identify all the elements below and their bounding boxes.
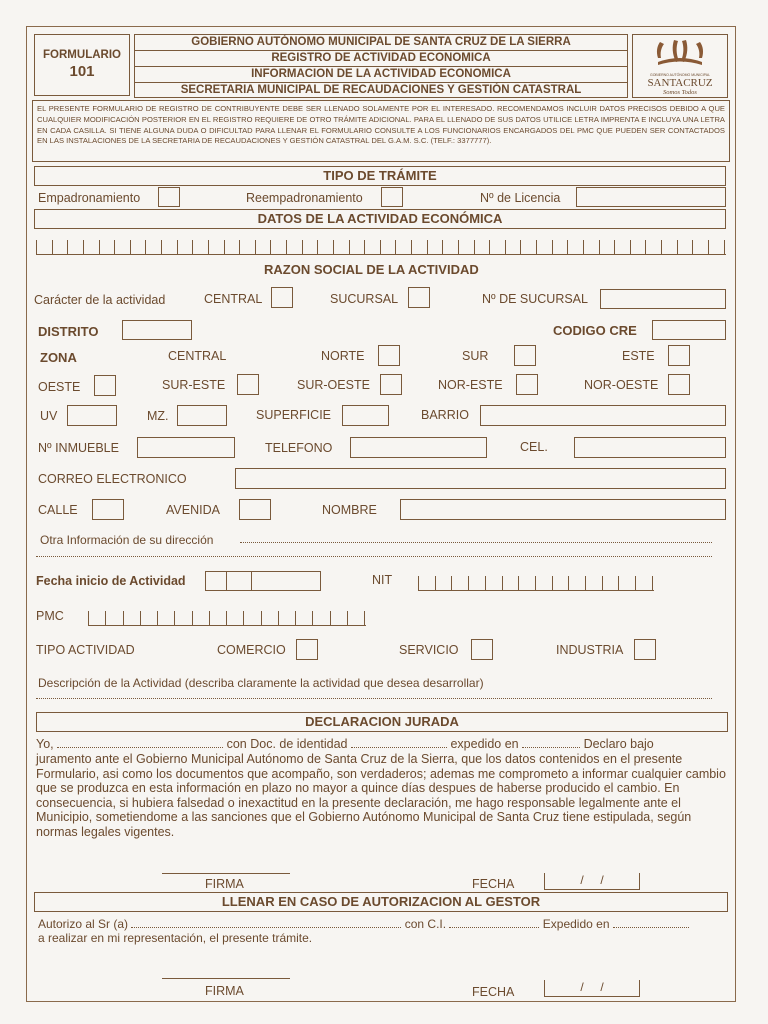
header-line-4: SECRETARIA MUNICIPAL DE RECAUDACIONES Y GESTIÓN CATASTRAL <box>180 84 582 96</box>
fecha-inicio-divider-1 <box>226 572 227 590</box>
autorizo-label: Autorizo al Sr (a) <box>38 917 129 931</box>
barrio-field[interactable] <box>480 405 726 426</box>
santa-cruz-logo-icon <box>650 38 710 68</box>
descripcion-label: Descripción de la Actividad (describa claramente la actividad que desea desarrollar) <box>38 676 484 690</box>
letter-cell-divider <box>661 240 677 254</box>
inmueble-field[interactable] <box>137 437 235 458</box>
yo-input[interactable] <box>57 747 223 748</box>
comercio-checkbox[interactable] <box>296 639 318 660</box>
logo-name: SANTACRUZ <box>647 77 713 89</box>
distrito-field[interactable] <box>122 320 192 340</box>
letter-cell-divider <box>474 240 490 254</box>
logo-top-text: GOBIERNO AUTÓNOMO MUNICIPAL <box>649 73 711 77</box>
sur-oeste-checkbox[interactable] <box>380 374 402 395</box>
letter-cell-divider <box>192 240 208 254</box>
oeste-checkbox[interactable] <box>94 375 116 396</box>
letter-cell-divider <box>520 240 536 254</box>
descripcion-line[interactable] <box>36 698 712 699</box>
letter-cell-divider <box>652 576 653 590</box>
nor-este-label: NOR-ESTE <box>438 378 503 392</box>
pmc-field[interactable] <box>88 607 366 626</box>
letter-cell-divider <box>333 240 349 254</box>
ci-input[interactable] <box>449 927 539 928</box>
fecha-inicio-field[interactable] <box>205 571 321 591</box>
distrito-label: DISTRITO <box>38 324 99 339</box>
letter-cell-divider <box>364 611 365 625</box>
letter-cell-divider <box>505 240 521 254</box>
con-doc-label: con Doc. de identidad <box>226 737 348 751</box>
letter-cell-divider <box>380 240 396 254</box>
zona-label: ZONA <box>40 350 77 365</box>
servicio-checkbox[interactable] <box>471 639 493 660</box>
letter-cell-divider <box>364 240 380 254</box>
autorizo-input[interactable] <box>131 927 401 928</box>
letter-cell-divider <box>255 240 271 254</box>
reempadronamiento-checkbox[interactable] <box>381 187 403 207</box>
letter-cell-divider <box>618 576 635 590</box>
empadronamiento-checkbox[interactable] <box>158 187 180 207</box>
form-id-box <box>34 34 130 96</box>
instructions-text: EL PRESENTE FORMULARIO DE REGISTRO DE CONTRIBUYENTE DEBE SER LLENADO SOLAMENTE POR EL INTERESADO. RECOMENDAMOS INCLUIR DATOS PRECISOS DEBIDO A QUE CUALQUIER MODIFICACIÓN POSTERIOR EN EL REGISTRO REQUIERE DE OTRO TRÁMITE ADICIONAL. PARA EL LLENADO DE SUS DATOS UTILICE LETRA IMPRENTA E INCLUYA UNA LETRA EN CADA CASILLA. SI TIENE ALGUNA DUDA O DIFICULTAD PARA LLENAR EL FORMULARIO CONSULTE A LOS FUNCIONARIOS ENCARGADOS DEL PMC QUE PUEDEN SER CONTACTADOS EN LAS INSTALACIONES DE LA SECRETARIA DE RECAUDACIONES Y GESTIÓN CATASTRAL DEL G.A.M. S.C. (TELF.: 3377777). <box>37 104 725 146</box>
uv-label: UV <box>40 409 58 423</box>
section-tipo-tramite: TIPO DE TRÁMITE <box>34 166 726 186</box>
firma-label-2: FIRMA <box>205 984 244 998</box>
autorizacion-line <box>38 917 728 931</box>
norte-checkbox[interactable] <box>378 345 400 366</box>
tipo-actividad-label: TIPO ACTIVIDAD <box>36 643 135 657</box>
letter-cell-divider <box>161 240 177 254</box>
correo-field[interactable] <box>235 468 726 489</box>
codigo-cre-field[interactable] <box>652 320 726 340</box>
sur-este-checkbox[interactable] <box>237 374 259 395</box>
letter-cell-divider <box>395 240 411 254</box>
letter-cell-divider <box>105 611 122 625</box>
letter-cell-divider <box>140 611 157 625</box>
fecha-label-1: FECHA <box>472 877 515 891</box>
caracter-label: Carácter de la actividad <box>34 293 166 307</box>
realizar-text: a realizar en mi representación, el presente trámite. <box>38 931 313 945</box>
letter-cell-divider <box>568 576 585 590</box>
letter-cell-divider <box>114 240 130 254</box>
nro-sucursal-label: Nº DE SUCURSAL <box>482 292 588 306</box>
letter-cell-divider <box>208 240 224 254</box>
licencia-label: Nº de Licencia <box>480 191 561 205</box>
letter-cell-divider <box>209 611 226 625</box>
letter-cell-divider <box>278 611 295 625</box>
declaro-label: Declaro bajo <box>583 737 654 751</box>
letter-cell-divider <box>67 240 83 254</box>
fecha-inicio-label: Fecha inicio de Actividad <box>36 574 186 588</box>
letter-cell-divider <box>635 576 652 590</box>
correo-label: CORREO ELECTRONICO <box>38 472 187 486</box>
mz-field[interactable] <box>177 405 227 426</box>
fecha-label-2: FECHA <box>472 985 515 999</box>
letter-cell-divider <box>88 611 105 625</box>
superficie-label: SUPERFICIE <box>256 408 332 422</box>
este-label: ESTE <box>622 349 655 363</box>
inmueble-label: Nº INMUEBLE <box>38 441 119 455</box>
sur-checkbox[interactable] <box>514 345 536 366</box>
letter-cell-divider <box>442 240 458 254</box>
otra-info-line-2[interactable] <box>36 556 712 557</box>
sur-oeste-label: SUR-OESTE <box>297 378 370 392</box>
mz-label: MZ. <box>147 409 169 423</box>
norte-label: NORTE <box>321 349 365 363</box>
letter-cell-divider <box>261 611 278 625</box>
letter-cell-divider <box>468 576 485 590</box>
nombre-label: NOMBRE <box>322 503 377 517</box>
superficie-field[interactable] <box>342 405 389 426</box>
header-line-3: INFORMACION DE LA ACTIVIDAD ECONOMICA <box>135 67 627 83</box>
con-ci-label: con C.I. <box>404 917 447 931</box>
sur-label: SUR <box>462 349 489 363</box>
licencia-field[interactable] <box>576 187 726 207</box>
pmc-label: PMC <box>36 609 64 623</box>
letter-cell-divider <box>692 240 708 254</box>
central-checkbox[interactable] <box>271 287 293 308</box>
empadronamiento-label: Empadronamiento <box>38 191 141 205</box>
letter-cell-divider <box>645 240 661 254</box>
este-checkbox[interactable] <box>668 345 690 366</box>
letter-cell-divider <box>435 576 452 590</box>
calle-field[interactable] <box>92 499 124 520</box>
fecha-field-2[interactable] <box>544 980 640 997</box>
letter-cell-divider <box>583 240 599 254</box>
letter-cell-divider <box>123 611 140 625</box>
letter-cell-divider <box>286 240 302 254</box>
fecha-slashes-2: / / <box>580 980 604 994</box>
letter-cell-divider <box>224 240 240 254</box>
letter-cell-divider <box>677 240 693 254</box>
oeste-label: OESTE <box>38 380 81 394</box>
letter-cell-divider <box>602 576 619 590</box>
letter-cell-divider <box>451 576 468 590</box>
letter-cell-divider <box>552 240 568 254</box>
letter-cell-divider <box>458 240 474 254</box>
letter-cell-divider <box>36 240 52 254</box>
letter-cell-divider <box>239 240 255 254</box>
logo-box <box>632 34 728 98</box>
letter-cell-divider <box>145 240 161 254</box>
letter-cell-divider <box>347 611 364 625</box>
section-datos-actividad: DATOS DE LA ACTIVIDAD ECONÓMICA <box>34 209 726 229</box>
auth-expedido-input[interactable] <box>613 927 689 928</box>
sucursal-checkbox[interactable] <box>408 287 430 308</box>
nor-este-checkbox[interactable] <box>516 374 538 395</box>
letter-cell-divider <box>295 611 312 625</box>
nor-oeste-checkbox[interactable] <box>668 374 690 395</box>
letter-cell-divider <box>552 576 569 590</box>
letter-cell-divider <box>226 611 243 625</box>
avenida-field[interactable] <box>239 499 271 520</box>
letter-cell-divider <box>99 240 115 254</box>
otra-info-line-1[interactable] <box>240 542 712 543</box>
firma-label-1: FIRMA <box>205 877 244 891</box>
central-label: CENTRAL <box>204 292 263 306</box>
letter-cell-divider <box>130 240 146 254</box>
letter-cell-divider <box>192 611 209 625</box>
telefono-label: TELEFONO <box>265 441 333 455</box>
nor-oeste-label: NOR-OESTE <box>584 378 659 392</box>
header-line-2: REGISTRO DE ACTIVIDAD ECONOMICA <box>135 51 627 67</box>
letter-cell-divider <box>270 240 286 254</box>
expedido-label: expedido en <box>450 737 519 751</box>
fecha-field-1[interactable] <box>544 873 640 890</box>
letter-cell-divider <box>174 611 191 625</box>
calle-label: CALLE <box>38 503 78 517</box>
letter-cell-divider <box>427 240 443 254</box>
declaracion-first-line <box>36 737 726 751</box>
letter-cell-divider <box>630 240 646 254</box>
industria-checkbox[interactable] <box>634 639 656 660</box>
letter-cell-divider <box>243 611 260 625</box>
letter-cell-divider <box>349 240 365 254</box>
header-line-1: GOBIERNO AUTÓNOMO MUNICIPAL DE SANTA CRUZ DE LA SIERRA <box>135 35 627 51</box>
firma-line-1[interactable] <box>162 873 290 874</box>
fecha-inicio-divider-2 <box>251 572 252 590</box>
declaracion-text: juramento ante el Gobierno Municipal Autónomo de Santa Cruz de la Sierra, que los datos contenidos en el presente Formulario, asi como los documentos que acompaño, son verdaderos; ademas me comprometo a informar cualquier cambio que se produzca en esta información en plazo no mayor a quince días despues de haberse producido el cambio. En consecuencia, si hubiera falsedad o inexactitud en la presente declaración, me hago responsable legalmente ante el Municipio, sometiendome a las sanciones que el Gobierno Autónomo Municipal de Santa Cruz tiene estipulada, según normas legales vigentes. <box>36 752 726 839</box>
uv-field[interactable] <box>67 405 117 426</box>
otra-info-label: Otra Información de su dirección <box>40 533 214 547</box>
avenida-label: AVENIDA <box>166 503 220 517</box>
expedido-input[interactable] <box>522 747 580 748</box>
letter-cell-divider <box>52 240 68 254</box>
codigo-cre-label: CODIGO CRE <box>553 323 637 338</box>
instructions-box <box>32 100 730 162</box>
cel-label: CEL. <box>520 440 548 454</box>
industria-label: INDUSTRIA <box>556 643 624 657</box>
logo-tagline: Somos Todos <box>663 89 697 96</box>
letter-cell-divider <box>83 240 99 254</box>
yo-label: Yo, <box>36 737 54 751</box>
letter-cell-divider <box>535 576 552 590</box>
reempadronamiento-label: Reempadronamiento <box>246 191 363 205</box>
section-autorizacion: LLENAR EN CASO DE AUTORIZACION AL GESTOR <box>34 892 728 912</box>
telefono-field[interactable] <box>350 437 487 458</box>
letter-cell-divider <box>536 240 552 254</box>
letter-cell-divider <box>599 240 615 254</box>
letter-cell-divider <box>724 240 725 254</box>
nit-label: NIT <box>372 573 393 587</box>
letter-cell-divider <box>317 240 333 254</box>
fecha-slashes-1: / / <box>580 873 604 887</box>
letter-cell-divider <box>411 240 427 254</box>
letter-cell-divider <box>489 240 505 254</box>
form-label: FORMULARIO <box>43 49 121 61</box>
letter-cell-divider <box>302 240 318 254</box>
zona-central-label: CENTRAL <box>168 349 227 363</box>
letter-cell-divider <box>567 240 583 254</box>
cel-field[interactable] <box>574 437 726 458</box>
razon-social-label: RAZON SOCIAL DE LA ACTIVIDAD <box>264 262 479 277</box>
firma-line-2[interactable] <box>162 978 290 979</box>
letter-cell-divider <box>708 240 724 254</box>
comercio-label: COMERCIO <box>217 643 286 657</box>
letter-cell-divider <box>485 576 502 590</box>
letter-cell-divider <box>418 576 435 590</box>
header-title-box <box>134 34 628 98</box>
form-number: 101 <box>69 63 95 80</box>
auth-expedido-label: Expedido en <box>542 917 610 931</box>
nit-field[interactable] <box>418 572 654 591</box>
letter-cell-divider <box>518 576 535 590</box>
letter-cell-divider <box>157 611 174 625</box>
sucursal-label: SUCURSAL <box>330 292 399 306</box>
letter-cell-divider <box>614 240 630 254</box>
letter-cell-divider <box>312 611 329 625</box>
nro-sucursal-field[interactable] <box>600 289 726 309</box>
barrio-label: BARRIO <box>421 408 469 422</box>
letter-cell-divider <box>177 240 193 254</box>
nombre-field[interactable] <box>400 499 726 520</box>
section-declaracion-jurada: DECLARACION JURADA <box>36 712 728 732</box>
sur-este-label: SUR-ESTE <box>162 378 226 392</box>
letter-cell-divider <box>502 576 519 590</box>
razon-social-field[interactable] <box>36 238 726 255</box>
doc-input[interactable] <box>351 747 447 748</box>
letter-cell-divider <box>330 611 347 625</box>
servicio-label: SERVICIO <box>399 643 459 657</box>
letter-cell-divider <box>585 576 602 590</box>
